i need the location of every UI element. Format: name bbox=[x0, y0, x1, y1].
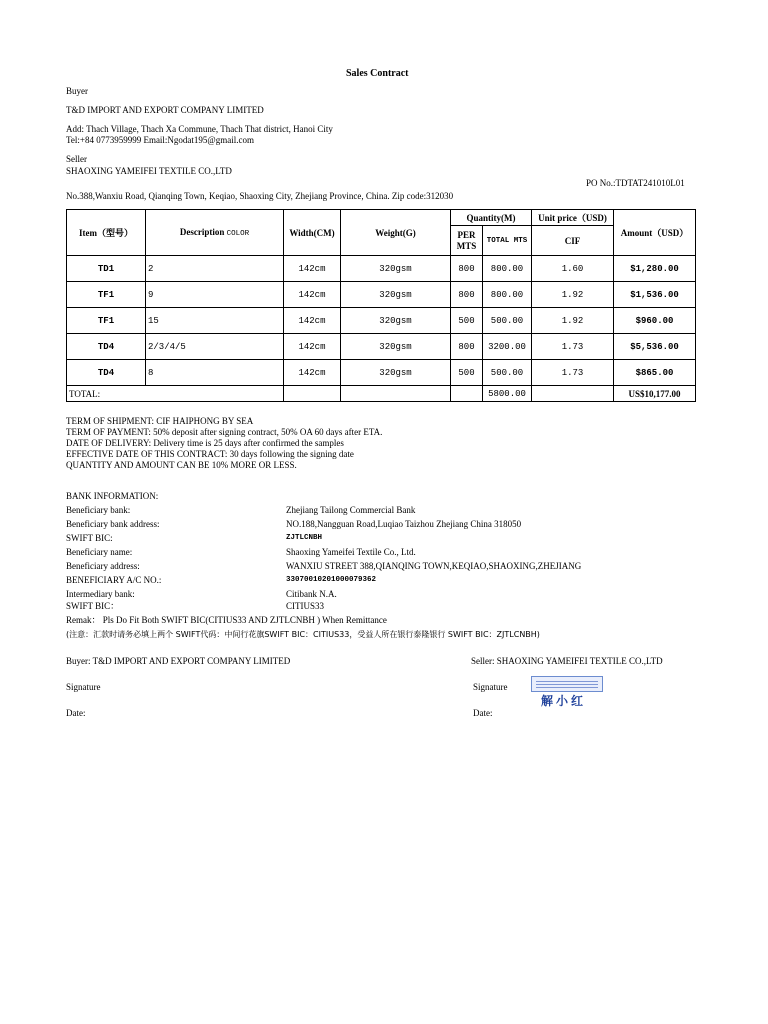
header-unit-price: Unit price（USD) bbox=[532, 210, 614, 226]
table-row bbox=[67, 282, 696, 308]
seller-signatory: Seller: SHAOXING YAMEIFEI TEXTILE CO.,LTD bbox=[471, 656, 663, 666]
bank-label: SWIFT BIC： bbox=[66, 601, 120, 611]
bank-value: NO.188,Nangguan Road,Luqiao Taizhou Zhejiang China 318050 bbox=[286, 519, 522, 529]
row-weight: 320gsm bbox=[341, 308, 451, 334]
seller-address: No.388,Wanxiu Road, Qianqing Town, Keqiao, Shaoxing City, Zhejiang Province, China. Zip code:312030 bbox=[66, 191, 454, 201]
row-weight: 320gsm bbox=[341, 360, 451, 386]
row-width: 142cm bbox=[284, 360, 341, 386]
bank-label: Beneficiary bank address: bbox=[66, 519, 160, 529]
row-item: TF1 bbox=[67, 282, 146, 308]
header-per-mts: PER MTS bbox=[451, 226, 483, 256]
total-amount: US$10,177.00 bbox=[614, 386, 696, 402]
row-color: 2 bbox=[146, 256, 284, 282]
buyer-signature-label: Signature bbox=[66, 682, 101, 692]
row-item: TD4 bbox=[67, 360, 146, 386]
total-empty-cell bbox=[284, 386, 341, 402]
row-color: 8 bbox=[146, 360, 284, 386]
row-width: 142cm bbox=[284, 334, 341, 360]
seller-date-label: Date: bbox=[473, 708, 493, 718]
term-shipment: TERM OF SHIPMENT: CIF HAIPHONG BY SEA bbox=[66, 416, 254, 426]
bank-value: CITIUS33 bbox=[286, 601, 324, 611]
term-delivery: DATE OF DELIVERY: Delivery time is 25 days after confirmed the samples bbox=[66, 438, 344, 448]
total-row bbox=[67, 386, 696, 402]
term-effective-date: EFFECTIVE DATE OF THIS CONTRACT: 30 days following the signing date bbox=[66, 449, 354, 459]
header-weight: Weight(G) bbox=[341, 210, 451, 256]
buyer-date-label: Date: bbox=[66, 708, 86, 718]
document-title: Sales Contract bbox=[346, 68, 409, 79]
row-unit-price: 1.92 bbox=[532, 282, 614, 308]
bank-label: SWIFT BIC: bbox=[66, 533, 113, 543]
seller-signature-label: Signature bbox=[473, 682, 508, 692]
row-total-mts: 800.00 bbox=[483, 282, 532, 308]
bank-label: Beneficiary address: bbox=[66, 561, 140, 571]
bank-remark: Remak： Pls Do Fit Both SWIFT BIC(CITIUS33 AND ZJTLCNBH ) When Remittance bbox=[66, 615, 387, 625]
row-color: 9 bbox=[146, 282, 284, 308]
row-unit-price: 1.73 bbox=[532, 334, 614, 360]
bank-value: Shaoxing Yameifei Textile Co., Ltd. bbox=[286, 547, 416, 557]
header-amount: Amount（USD） bbox=[614, 210, 696, 256]
total-empty-cell bbox=[341, 386, 451, 402]
row-unit-price: 1.73 bbox=[532, 360, 614, 386]
buyer-signatory: Buyer: T&D IMPORT AND EXPORT COMPANY LIMITED bbox=[66, 656, 291, 666]
po-number: PO No.:TDTAT241010L01 bbox=[586, 178, 685, 188]
row-color: 15 bbox=[146, 308, 284, 334]
header-color: COLOR bbox=[226, 230, 250, 238]
row-amount: $960.00 bbox=[614, 308, 696, 334]
table-row bbox=[67, 360, 696, 386]
row-weight: 320gsm bbox=[341, 282, 451, 308]
row-weight: 320gsm bbox=[341, 256, 451, 282]
row-total-mts: 3200.00 bbox=[483, 334, 532, 360]
bank-heading: BANK INFORMATION: bbox=[66, 491, 159, 501]
row-per-mts: 500 bbox=[451, 360, 483, 386]
term-payment: TERM OF PAYMENT: 50% deposit after signing contract, 50% OA 60 days after ETA. bbox=[66, 427, 383, 437]
row-total-mts: 500.00 bbox=[483, 360, 532, 386]
stamp-line bbox=[536, 681, 598, 682]
row-color: 2/3/4/5 bbox=[146, 334, 284, 360]
header-description-label: Description bbox=[179, 227, 225, 237]
total-empty-cell bbox=[451, 386, 483, 402]
row-item: TD1 bbox=[67, 256, 146, 282]
seller-heading: Seller bbox=[66, 154, 87, 164]
header-cif: CIF bbox=[532, 226, 614, 256]
row-amount: $5,536.00 bbox=[614, 334, 696, 360]
row-amount: $1,536.00 bbox=[614, 282, 696, 308]
seller-name: SHAOXING YAMEIFEI TEXTILE CO.,LTD bbox=[66, 166, 232, 176]
row-per-mts: 500 bbox=[451, 308, 483, 334]
row-per-mts: 800 bbox=[451, 282, 483, 308]
header-width: Width(CM) bbox=[284, 210, 341, 256]
row-width: 142cm bbox=[284, 308, 341, 334]
bank-value: Zhejiang Tailong Commercial Bank bbox=[286, 505, 416, 515]
company-stamp bbox=[531, 676, 603, 692]
bank-value: 33070010201000079362 bbox=[286, 576, 377, 584]
total-mts: 5800.00 bbox=[483, 386, 532, 402]
table-row bbox=[67, 334, 696, 360]
row-per-mts: 800 bbox=[451, 334, 483, 360]
total-empty-cell bbox=[532, 386, 614, 402]
items-table bbox=[66, 209, 696, 402]
bank-label: BENEFICIARY A/C NO.: bbox=[66, 575, 162, 585]
header-total-mts: TOTAL MTS bbox=[483, 226, 532, 256]
row-unit-price: 1.92 bbox=[532, 308, 614, 334]
row-width: 142cm bbox=[284, 282, 341, 308]
buyer-contact: Tel:+84 0773959999 Email:Ngodat195@gmail.com bbox=[66, 135, 254, 145]
header-quantity: Quantity(M) bbox=[451, 210, 532, 226]
row-total-mts: 800.00 bbox=[483, 256, 532, 282]
buyer-name: T&D IMPORT AND EXPORT COMPANY LIMITED bbox=[66, 105, 264, 115]
term-quantity-tolerance: QUANTITY AND AMOUNT CAN BE 10% MORE OR LESS. bbox=[66, 460, 297, 470]
bank-value: Citibank N.A. bbox=[286, 589, 337, 599]
stamp-line bbox=[536, 687, 598, 688]
seller-handwritten-signature: 解小红 bbox=[541, 694, 587, 708]
total-label: TOTAL: bbox=[67, 386, 284, 402]
row-total-mts: 500.00 bbox=[483, 308, 532, 334]
row-weight: 320gsm bbox=[341, 334, 451, 360]
row-amount: $1,280.00 bbox=[614, 256, 696, 282]
table-row bbox=[67, 256, 696, 282]
stamp-line bbox=[536, 684, 598, 685]
bank-value: WANXIU STREET 388,QIANQING TOWN,KEQIAO,SHAOXING,ZHEJIANG bbox=[286, 561, 582, 571]
bank-value: ZJTLCNBH bbox=[286, 534, 323, 542]
row-unit-price: 1.60 bbox=[532, 256, 614, 282]
row-per-mts: 800 bbox=[451, 256, 483, 282]
row-width: 142cm bbox=[284, 256, 341, 282]
bank-label: Beneficiary bank: bbox=[66, 505, 131, 515]
table-row bbox=[67, 308, 696, 334]
row-item: TD4 bbox=[67, 334, 146, 360]
header-item: Item（型号） bbox=[67, 210, 146, 256]
row-item: TF1 bbox=[67, 308, 146, 334]
header-description bbox=[146, 210, 284, 256]
buyer-address: Add: Thach Village, Thach Xa Commune, Thach That district, Hanoi City bbox=[66, 124, 333, 134]
buyer-heading: Buyer bbox=[66, 86, 88, 96]
row-amount: $865.00 bbox=[614, 360, 696, 386]
bank-label: Beneficiary name: bbox=[66, 547, 133, 557]
bank-note: (注意：汇款时请务必填上两个 SWIFT代码：中间行花旗SWIFT BIC：CITIUS33，受益人所在银行泰隆银行 SWIFT BIC：ZJTLCNBH) bbox=[66, 630, 540, 639]
bank-label: Intermediary bank: bbox=[66, 589, 135, 599]
